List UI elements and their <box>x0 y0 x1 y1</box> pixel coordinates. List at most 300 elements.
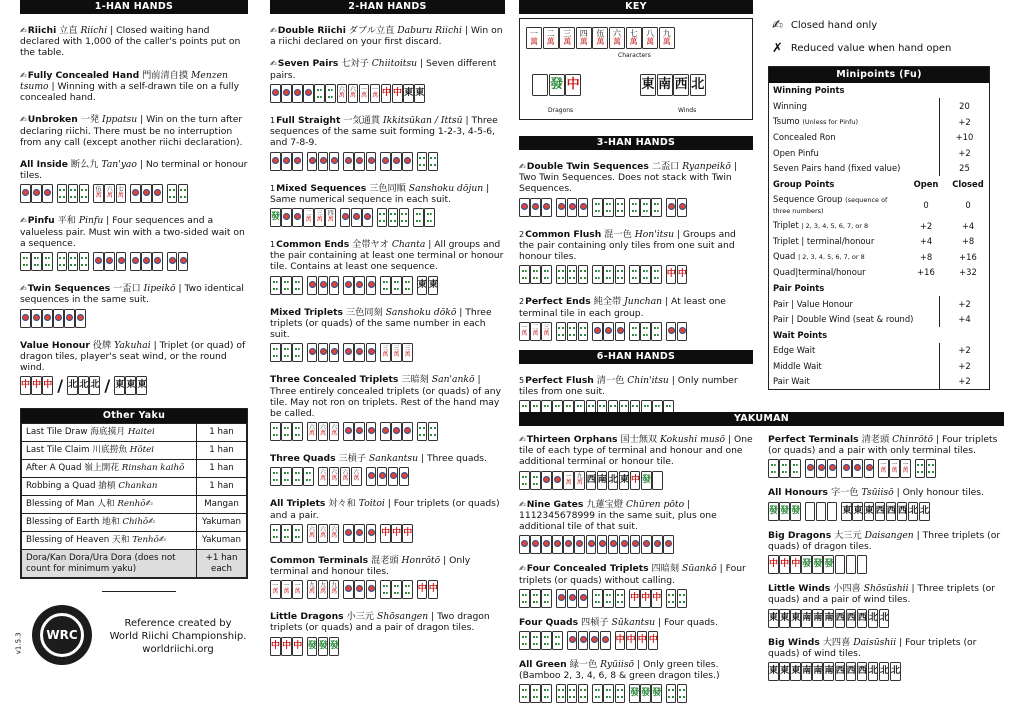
mahjong-tile <box>615 265 626 284</box>
mahjong-tile: 六 萬 <box>318 467 329 486</box>
circle-icon <box>22 314 29 321</box>
mahjong-tile: 中 <box>391 524 402 543</box>
mahjong-tile: 一 萬 <box>878 459 889 478</box>
mahjong-tile <box>541 265 552 284</box>
mahjong-tile <box>366 276 377 295</box>
mahjong-tile <box>615 684 626 703</box>
fu-label <box>769 220 905 231</box>
hand-name: Big Dragons <box>768 529 832 541</box>
hand-description <box>519 499 755 533</box>
hand-romaji: Daburu Riichi <box>397 25 462 36</box>
mahjong-tile <box>366 152 377 171</box>
circle-icon <box>594 327 601 334</box>
mahjong-tile: 一 萬 <box>900 459 911 478</box>
circle-icon <box>588 540 595 547</box>
yaku-name: After A Quad 嶺上開花 <box>26 463 120 474</box>
mahjong-tile <box>130 184 141 203</box>
man-mark: 萬 <box>662 37 671 46</box>
man-mark: 萬 <box>530 37 538 46</box>
circle-icon <box>356 529 363 536</box>
hand-detail: | Only terminal and honour tiles. <box>270 554 471 578</box>
tile-row <box>768 555 1004 575</box>
section-header-yakuman: YAKUMAN <box>519 412 1004 426</box>
open-column-label: Open <box>913 178 939 189</box>
tile-row <box>270 422 505 442</box>
mahjong-tile: 九 萬 <box>574 471 585 490</box>
other-yaku-name <box>22 550 197 578</box>
hand-romaji: Daisangen <box>864 529 914 541</box>
mahjong-tile <box>270 524 281 543</box>
column-3 <box>519 0 753 420</box>
hand-entry <box>519 617 755 651</box>
circle-icon <box>283 213 290 220</box>
yaku-name: Last Tile Draw 海底摸月 <box>26 427 126 438</box>
circle-icon <box>143 189 150 196</box>
circle-icon <box>154 189 161 196</box>
tile-numeral: 三 <box>563 29 572 38</box>
hand-name: Mixed Triplets <box>270 306 343 318</box>
tile-row <box>768 502 1004 522</box>
mahjong-tile <box>827 459 838 478</box>
mahjong-tile <box>629 322 640 341</box>
mahjong-tile <box>64 309 75 328</box>
fu-label <box>769 345 939 355</box>
mahjong-tile <box>413 208 424 227</box>
hand-entry <box>519 499 755 556</box>
hand-japanese: 一気通貫 <box>343 114 381 126</box>
hand-romaji: Menzen tsumo <box>20 69 228 92</box>
hand-entry <box>20 215 248 272</box>
fu-value: +2 <box>939 145 989 161</box>
hand-detail: | Three triplets (or quads) of dragon tiles. <box>768 529 1001 552</box>
mahjong-tile: 中 <box>637 631 648 650</box>
footer-link[interactable]: worldriichi.org <box>142 644 214 656</box>
hand-name: Riichi <box>27 25 57 36</box>
other-yaku-value: 1 han <box>197 478 247 496</box>
hand-japanese: 七対子 <box>341 58 369 70</box>
fu-row <box>769 145 989 161</box>
fu-title-text: Winning Points <box>773 85 845 96</box>
mahjong-tile <box>640 265 651 284</box>
mahjong-tile <box>603 198 614 217</box>
mahjong-tile <box>578 265 589 284</box>
hand-entry <box>270 453 505 487</box>
hand-description <box>519 434 755 468</box>
hand-description <box>270 374 505 419</box>
mahjong-tile <box>846 555 857 574</box>
circle-icon <box>356 427 363 434</box>
mahjong-tile <box>864 459 875 478</box>
hand-detail: | Only honour tiles. <box>896 487 985 499</box>
circle-icon <box>345 348 352 355</box>
hand-entry <box>270 183 505 228</box>
key-header: KEY <box>519 0 753 14</box>
other-yaku-row <box>22 478 247 496</box>
mahjong-tile: 東 <box>841 502 852 521</box>
mahjong-tile <box>152 252 163 271</box>
mahjong-tile <box>380 422 391 441</box>
hand-romaji: Chiitoitsu <box>371 58 418 70</box>
mahjong-tile <box>666 198 677 217</box>
mahjong-tile <box>428 422 439 441</box>
mahjong-tile <box>53 309 64 328</box>
mahjong-tile: 六 萬 <box>337 84 348 103</box>
closed-hand-icon: ✍ <box>158 535 167 546</box>
man-mark: 萬 <box>393 351 400 359</box>
section-header-6han: 6-HAN HANDS <box>519 350 753 364</box>
hand-name: Mixed Sequences <box>276 182 367 194</box>
hand-romaji: Iipeikō <box>143 283 176 295</box>
mahjong-tile: 一 萬 <box>359 84 370 103</box>
circle-icon <box>390 472 397 479</box>
tile-row <box>270 208 505 228</box>
mahjong-tile <box>42 252 53 271</box>
man-mark: 萬 <box>106 192 113 200</box>
circle-icon <box>44 314 51 321</box>
mahjong-tile <box>343 422 354 441</box>
fu-open-value: +2 <box>919 220 933 231</box>
hand-description <box>20 283 248 305</box>
mahjong-tile: 四 萬 <box>325 208 336 227</box>
key-box <box>519 18 753 120</box>
mahjong-tile <box>630 535 641 554</box>
closed-hand-icon: ✍ <box>20 284 27 294</box>
hand-romaji: Shōsangen <box>377 611 429 623</box>
tile-row <box>270 343 505 363</box>
mahjong-tile <box>270 84 281 103</box>
hand-romaji: San'ankō <box>431 374 475 386</box>
fu-label <box>769 163 939 173</box>
circle-icon <box>132 257 139 264</box>
fu-closed-value: +16 <box>959 251 977 262</box>
hand-entry <box>768 530 1004 575</box>
mahjong-tile: 北 <box>868 609 879 628</box>
circle-icon <box>345 157 352 164</box>
mahjong-tile <box>270 152 281 171</box>
tile-row <box>270 152 505 172</box>
hand-detail: | Two identical sequences in the same suit. <box>20 283 244 306</box>
other-yaku-name <box>22 496 197 514</box>
mahjong-tile: 南 <box>597 471 608 490</box>
hand-entry <box>768 487 1004 521</box>
mahjong-tile <box>68 184 79 203</box>
mahjong-tile <box>75 309 86 328</box>
hand-description <box>20 340 248 374</box>
hand-romaji: Sūankō <box>681 563 717 575</box>
hand-description <box>20 70 248 104</box>
hand-entry <box>519 659 755 704</box>
mahjong-tile: 一 萬 <box>370 84 381 103</box>
mahjong-tile <box>281 343 292 362</box>
mahjong-tile: 六 萬 <box>307 422 318 441</box>
mahjong-tile <box>592 589 603 608</box>
mahjong-tile: 東 <box>779 662 790 681</box>
circle-icon <box>404 427 411 434</box>
hand-entry <box>20 340 248 397</box>
other-yaku-name <box>22 514 197 532</box>
other-yaku-name <box>22 478 197 496</box>
hand-romaji: Chanta <box>391 238 426 250</box>
fu-name: Open Pinfu <box>773 147 819 158</box>
man-mark: 萬 <box>565 478 572 486</box>
mahjong-tile <box>541 198 552 217</box>
section-header-3han: 3-HAN HANDS <box>519 136 753 150</box>
mahjong-tile: 七 萬 <box>116 184 127 203</box>
column-4 <box>768 0 1004 390</box>
mahjong-tile <box>141 252 152 271</box>
fu-label <box>769 251 905 262</box>
circle-icon <box>543 476 550 483</box>
hand-detail: | Triplet (or quad) of dragon tiles, player's seat wind, or the round wind. <box>20 339 246 373</box>
mahjong-tile <box>567 322 578 341</box>
hand-name: Thirteen Orphans <box>526 434 618 445</box>
fu-label <box>769 148 939 158</box>
mahjong-tile: 北 <box>868 662 879 681</box>
hand-romaji: Honrōtō <box>401 554 441 566</box>
hand-japanese: 純全帯 <box>593 296 622 308</box>
mahjong-tile: 中 <box>428 580 439 599</box>
mahjong-tile: 中 <box>768 555 779 574</box>
mahjong-tile: 發 <box>779 502 790 521</box>
mahjong-tile: 發 <box>801 555 812 574</box>
mahjong-tile <box>57 184 68 203</box>
circle-icon <box>532 540 539 547</box>
mahjong-tile: 西 <box>886 502 897 521</box>
hand-japanese: 大四喜 <box>822 636 851 648</box>
hand-entry <box>519 229 753 286</box>
tile-row <box>519 589 755 609</box>
mahjong-tile <box>377 467 388 486</box>
mahjong-tile: 中 <box>417 580 428 599</box>
mahjong-tile <box>556 265 567 284</box>
hand-description <box>20 25 248 59</box>
fu-label <box>769 314 939 324</box>
hand-detail: | Winning with a self-drawn tile on a fully concealed hand. <box>20 80 240 104</box>
hand-romaji: Pinfu <box>78 215 104 227</box>
hand-romaji: Shōsūshii <box>863 583 909 595</box>
circle-icon <box>368 472 375 479</box>
yaku-name: Blessing of Man 人和 <box>26 499 115 510</box>
mahjong-tile <box>351 208 362 227</box>
wrc-logo-inner: WRC <box>40 613 84 657</box>
mahjong-tile <box>391 276 402 295</box>
circle-icon <box>565 540 572 547</box>
hand-entry <box>519 434 755 491</box>
mahjong-tile: 東 <box>768 609 779 628</box>
mahjong-tile: 發 <box>270 208 281 227</box>
mahjong-tile <box>424 208 435 227</box>
mahjong-tile <box>380 580 391 599</box>
footer-divider <box>102 591 176 592</box>
mahjong-tile: 中 <box>630 471 641 490</box>
mahjong-tile <box>530 684 541 703</box>
mahjong-tile <box>578 631 589 650</box>
mahjong-tile <box>130 252 141 271</box>
circle-icon <box>591 636 598 643</box>
mahjong-tile: 六 萬 <box>351 467 362 486</box>
man-mark: 萬 <box>316 215 323 223</box>
circle-icon <box>393 157 400 164</box>
closed-hand-icon: 2 <box>519 297 525 307</box>
mahjong-tile <box>567 589 578 608</box>
mahjong-tile: 東 <box>864 502 875 521</box>
mahjong-tile: 發 <box>629 684 640 703</box>
hand-description <box>519 659 755 681</box>
mahjong-tile <box>270 276 281 295</box>
hand-description <box>270 115 505 149</box>
fu-name: Winning <box>773 100 807 111</box>
mahjong-tile: 中 <box>779 555 790 574</box>
mahjong-tile <box>567 684 578 703</box>
hand-description <box>270 453 505 464</box>
group-title: Group Points <box>773 178 835 189</box>
mahjong-tile: 東 <box>768 662 779 681</box>
hand-name: Value Honour <box>20 339 90 351</box>
hand-name: Seven Pairs <box>277 58 339 70</box>
mahjong-tile <box>600 631 611 650</box>
circle-icon <box>580 203 587 210</box>
mahjong-tile <box>303 467 314 486</box>
hand-name: All Honours <box>768 487 829 499</box>
man-mark: 萬 <box>294 588 301 596</box>
circle-icon <box>605 327 612 334</box>
hand-entry <box>20 114 248 148</box>
mahjong-tile: 西 <box>835 662 846 681</box>
hand-description <box>519 161 753 195</box>
mahjong-tile <box>167 184 178 203</box>
mahjong-tile <box>519 535 530 554</box>
mahjong-tile <box>318 343 329 362</box>
hand-name: Double Twin Sequences <box>526 161 649 172</box>
legend-reduced-label: Reduced value when hand open <box>790 42 952 54</box>
mahjong-tile <box>666 322 677 341</box>
mahjong-tile <box>677 684 688 703</box>
circle-icon <box>382 157 389 164</box>
mahjong-tile <box>366 580 377 599</box>
mahjong-tile <box>93 252 104 271</box>
fu-name: Sequence Group <box>773 193 843 204</box>
mahjong-tile <box>519 198 530 217</box>
circle-icon <box>569 203 576 210</box>
separator: / <box>57 376 64 396</box>
separator: / <box>104 376 111 396</box>
mahjong-tile: 二 萬 <box>530 322 541 341</box>
hand-description <box>20 114 248 148</box>
hand-romaji: Tan'yao <box>101 158 137 170</box>
circle-icon <box>309 157 316 164</box>
tile-numeral: 四 <box>579 29 588 38</box>
mahjong-tile: 東 <box>414 84 425 103</box>
fu-label <box>769 132 939 142</box>
man-mark: 萬 <box>382 351 389 359</box>
column-2han <box>270 0 505 657</box>
hand-name: Little Winds <box>768 583 831 595</box>
hand-japanese: 三色同刻 <box>345 306 383 318</box>
other-yaku-name <box>22 442 197 460</box>
tile-row <box>270 580 505 600</box>
fu-label <box>769 361 939 371</box>
circle-icon <box>576 540 583 547</box>
hand-japanese: 三色同順 <box>369 182 406 194</box>
circle-icon <box>95 257 102 264</box>
yaku-romaji: Chihō <box>122 517 149 528</box>
mahjong-tile: 東 <box>114 376 125 395</box>
yakuman-right <box>768 426 1004 682</box>
other-yaku-value: 1 han <box>197 424 247 442</box>
yaku-romaji: Rinshan kaihō <box>121 463 185 474</box>
mahjong-tile: 中 <box>392 84 403 103</box>
mahjong-tile <box>541 589 552 608</box>
hand-japanese: 緑一色 <box>569 658 598 670</box>
mahjong-tile: 六 萬 <box>104 184 115 203</box>
mahjong-tile <box>519 265 530 284</box>
mahjong-tile <box>292 524 303 543</box>
hand-name: Common Flush <box>525 228 602 240</box>
other-yaku-value: Mangan <box>197 496 247 514</box>
mahjong-tile <box>530 265 541 284</box>
hand-detail: | All groups and the pair containing at least one terminal or honour tile. Contains at least one sequence. <box>270 238 504 273</box>
dragon-tile: 中 <box>565 74 581 96</box>
mahjong-tile <box>281 276 292 295</box>
mahjong-tile: 發 <box>640 684 651 703</box>
mahjong-tile <box>388 467 399 486</box>
hand-description <box>20 159 248 181</box>
yaku-romaji: Haitei <box>127 427 155 438</box>
minipoints-table <box>768 66 990 391</box>
hand-japanese: 一発 <box>80 114 100 126</box>
mahjong-tile: 中 <box>20 376 31 395</box>
circle-icon <box>77 314 84 321</box>
mahjong-tile: 西 <box>897 502 908 521</box>
circle-icon <box>610 540 617 547</box>
circle-icon <box>632 540 639 547</box>
mahjong-tile <box>530 631 541 650</box>
other-yaku-name <box>22 424 197 442</box>
mahjong-tile <box>677 322 688 341</box>
mahjong-tile <box>779 459 790 478</box>
mahjong-tile <box>362 208 373 227</box>
circle-icon <box>558 203 565 210</box>
circle-icon <box>345 281 352 288</box>
circle-icon <box>305 89 312 96</box>
column-1han <box>14 0 248 671</box>
dragon-tile: 發 <box>549 74 565 96</box>
mahjong-tile <box>651 322 662 341</box>
hand-name: Common Ends <box>276 238 350 250</box>
mahjong-tile <box>388 208 399 227</box>
circle-icon <box>283 157 290 164</box>
mahjong-tile <box>677 589 688 608</box>
fu-closed-value: +32 <box>959 267 977 278</box>
man-mark: 萬 <box>629 37 638 46</box>
circle-icon <box>401 472 408 479</box>
character-tile <box>609 27 625 49</box>
mahjong-tile <box>399 467 410 486</box>
man-mark: 萬 <box>305 215 312 223</box>
circle-icon <box>554 476 561 483</box>
mahjong-tile: 發 <box>307 637 318 656</box>
mahjong-tile: 東 <box>619 471 630 490</box>
tile-row <box>519 684 755 704</box>
fu-name: Pair | Double Wind (seat & round) <box>773 314 914 325</box>
key-dragons-label: Dragons <box>548 107 574 114</box>
closed-hand-icon: ✍ <box>20 216 27 226</box>
mahjong-tile <box>603 684 614 703</box>
fu-row <box>769 343 989 359</box>
mahjong-tile <box>354 276 365 295</box>
circle-icon <box>580 594 587 601</box>
fu-row <box>769 265 989 281</box>
